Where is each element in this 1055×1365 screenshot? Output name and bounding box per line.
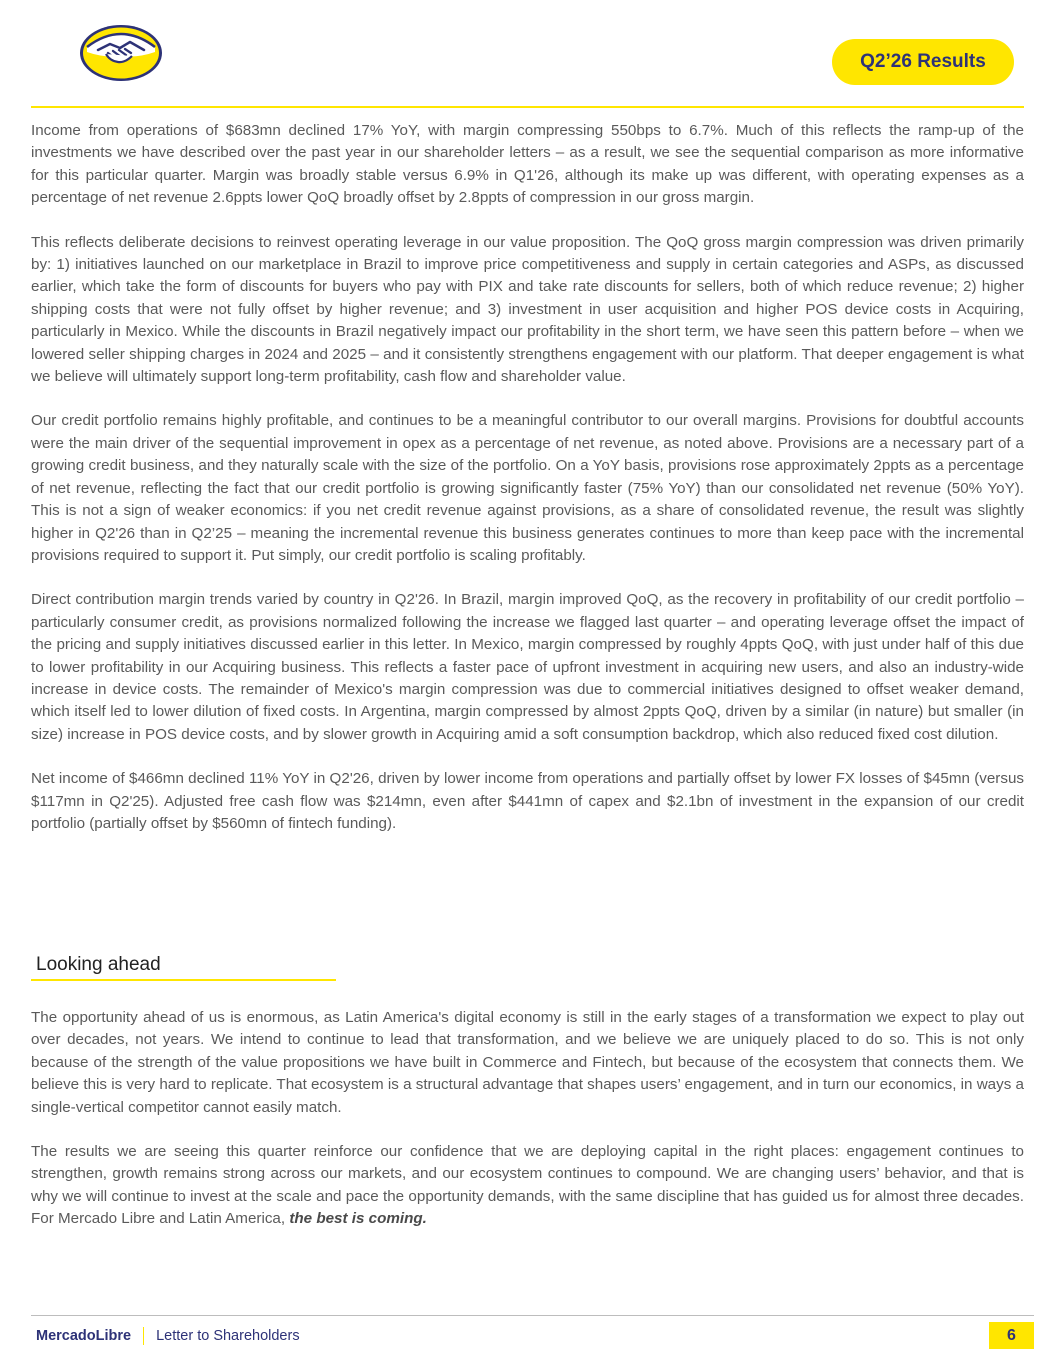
closing-text: The results we are seeing this quarter reinforce our confidence that we are deploying capital in the right places: engagement continues to strengthen, growth remains strong across our markets, and our ecosystem continues to compound. We are changing users’ behavior, and that is why we will continue to invest at the scale and pace the opportunity demands, with the same discipline that has guided us for almost three decades. For Mercado Libre and Latin America, [31,1143,1024,1228]
body-paragraph: Income from operations of $683mn declined 17% YoY, with margin compressing 550bps to 6.7%. Much of this reflects the ramp-up of the investments we have described over the past year in our shareholder letters – as a result, we see the sequential comparison as more informative for this particular quarter. Margin was broadly stable versus 6.9% in Q1'26, although its make up was different, with operating expenses as a percentage of net revenue 2.6ppts lower QoQ broadly offset by 2.8ppts of compression in our gross margin. [31,122,1024,207]
quarter-results-badge: Q2’26 Results [832,39,1014,85]
section-title: Looking ahead [36,954,161,975]
looking-ahead-body [31,1007,1024,1231]
body-paragraph: Our credit portfolio remains highly profitable, and continues to be a meaningful contributor to our overall margins. Provisions for doubtful accounts were the main driver of the sequential improvement in opex as a percentage of net revenue, as noted above. Provisions are a necessary part of a growing credit business, and they naturally scale with the size of the portfolio. On a YoY basis, provisions rose approximately 2ppts as a percentage of net revenue, reflecting the fact that our credit portfolio is growing significantly faster (75% YoY) than our consolidated net revenue (50% YoY). This is not a sign of weaker economics: if you net credit revenue against provisions, as a share of consolidated revenue, the result was slightly higher in Q2'26 than in Q2’25 – meaning the incremental revenue this business generates continues to more than keep pace with the incremental provisions required to support it. Put simply, our credit portfolio is scaling profitably. [31,412,1024,564]
section-heading [31,952,336,981]
section-underline [31,979,336,981]
footer-brand: MercadoLibre [36,1328,132,1344]
body-paragraph: The opportunity ahead of us is enormous, as Latin America's digital economy is still in the early stages of a transformation we expect to play out over decades, not years. We intend to continue to lead that transformation, and we believe we are uniquely placed to do so. This is not only because of the strength of the value propositions we have built in Commerce and Fintech, but because of the ecosystem that connects them. We believe this is very hard to replicate. That ecosystem is a structural advantage that shapes users’ engagement, and in turn our economics, in ways a single-vertical competitor cannot easily match. [31,1009,1024,1116]
footer [36,1325,300,1347]
footer-separator [143,1327,144,1345]
page-number: 6 [989,1322,1034,1349]
letter-body [31,120,1024,835]
body-paragraph: Net income of $466mn declined 11% YoY in Q2'26, driven by lower income from operations and partially offset by lower FX losses of $45mn (versus $117mn in Q2'25). Adjusted free cash flow was $214mn, even after $441mn of capex and $2.1bn of investment in the expansion of our credit portfolio (partially offset by $560mn of fintech funding). [31,770,1024,832]
header-divider [31,106,1024,108]
body-paragraph: Direct contribution margin trends varied by country in Q2'26. In Brazil, margin improved QoQ, as the recovery in profitability of our credit portfolio – particularly consumer credit, as provisions normalized following the increase we flagged last quarter – and operating leverage offset the impact of the pricing and supply initiatives discussed earlier in this letter. In Mexico, margin compressed by roughly 4ppts QoQ, with just under half of this due to lower profitability in our Acquiring business. This reflects a faster pace of upfront investment in acquiring new users, and also an industry-wide increase in device costs. The remainder of Mexico's margin compression was due to commercial initiatives designed to offset weaker demand, which itself led to lower dilution of fixed costs. In Argentina, margin compressed by almost 2ppts QoQ, driven by a similar (in nature) but smaller (in size) increase in POS device costs, and by slower growth in Acquiring amid a soft consumption backdrop, which also reduced fixed cost dilution. [31,591,1024,743]
footer-document-title: Letter to Shareholders [156,1328,300,1344]
closing-emphasis: the best is coming. [289,1210,427,1228]
body-paragraph: This reflects deliberate decisions to reinvest operating leverage in our value proposition. The QoQ gross margin compression was driven primarily by: 1) initiatives launched on our marketplace in Brazil to improve price competitiveness and supply in certain categories and ASPs, as discussed earlier, which take the form of discounts for buyers who pay with PIX and take rate discounts for sellers, both of which reduce revenue; 2) higher shipping costs that were not fully offset by higher revenue; and 3) investment in user acquisition and higher POS device costs in Acquiring, particularly in Mexico. While the discounts in Brazil negatively impact our profitability in the short term, we have seen this pattern before – when we lowered seller shipping charges in 2024 and 2025 – and it consistently strengthens engagement with our platform. That deeper engagement is what we believe will ultimately support long-term profitability, cash flow and shareholder value. [31,233,1024,386]
closing-paragraph [31,1141,1024,1231]
mercadolibre-handshake-logo-icon [78,20,168,84]
footer-divider [31,1315,1034,1316]
